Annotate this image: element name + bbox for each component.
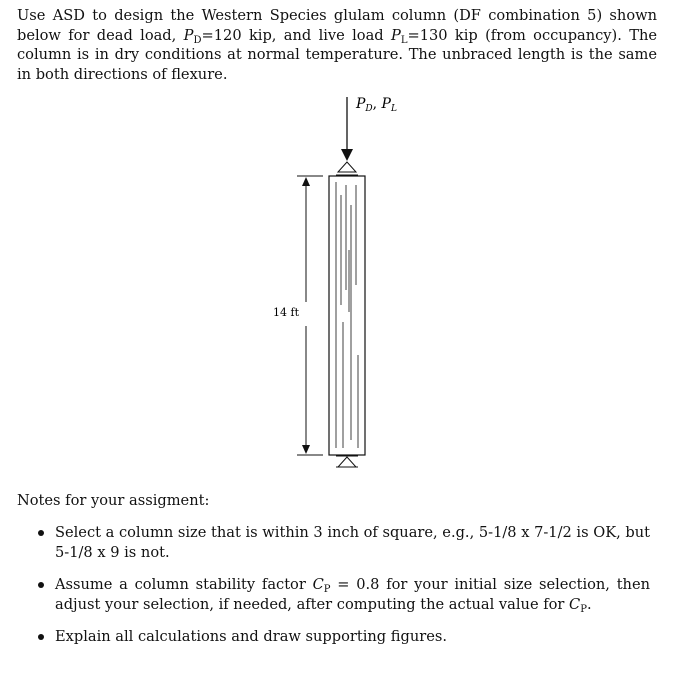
top-pin-support xyxy=(338,162,356,172)
list-item xyxy=(38,523,650,562)
glulam-column xyxy=(329,176,365,455)
pl-subscript: L xyxy=(400,34,408,46)
bullet-icon xyxy=(38,582,44,588)
bullet-icon xyxy=(38,634,44,640)
problem-intro: Use ASD to design the Western Species glulam column (DF combination 5) shown below for dead load, xyxy=(17,7,657,44)
note-explain: Explain all calculations and draw supporting figures. xyxy=(55,628,447,645)
bottom-pin-support xyxy=(338,457,356,467)
notes-heading: Notes for your assigment: xyxy=(17,492,210,509)
bullet-icon xyxy=(38,530,44,536)
list-item xyxy=(38,627,650,647)
list-item xyxy=(38,575,650,614)
notes-list xyxy=(38,523,650,660)
load-label: $P_D$, $P_L$ xyxy=(356,96,397,114)
pd-value: =120 kip, and live load xyxy=(201,26,384,44)
length-dimension xyxy=(297,176,323,455)
note-stability-a: Assume a column stability factor xyxy=(55,576,306,593)
cp-symbol: C xyxy=(312,576,324,593)
note-stability-b: = 0.8 for your initial size selection, then adjust your selection, if needed, after computing the actual value for xyxy=(55,576,650,613)
cp-symbol-2: C xyxy=(569,595,581,613)
length-label: 14 ft xyxy=(273,306,299,319)
cp-subscript-2: P xyxy=(580,603,587,615)
dim-arrow-top xyxy=(302,177,310,186)
load-arrow-head xyxy=(341,149,353,161)
note-size-requirement: Select a column size that is within 3 inch of square, e.g., 5-1/8 x 7-1/2 is OK, but 5-1/8 x 9 is not. xyxy=(55,524,650,561)
wood-grain xyxy=(336,182,358,448)
note-stability-end: . xyxy=(586,595,592,613)
pd-symbol: P xyxy=(183,26,194,44)
cp-subscript: P xyxy=(323,584,331,595)
pl-symbol: P xyxy=(391,26,401,44)
dim-arrow-bottom xyxy=(302,445,310,454)
pd-subscript: D xyxy=(193,34,202,46)
pl-value: =130 kip (from occupancy). The column is in dry conditions at normal temperature. The unbraced length is the same in both directions of flexure. xyxy=(17,26,658,83)
